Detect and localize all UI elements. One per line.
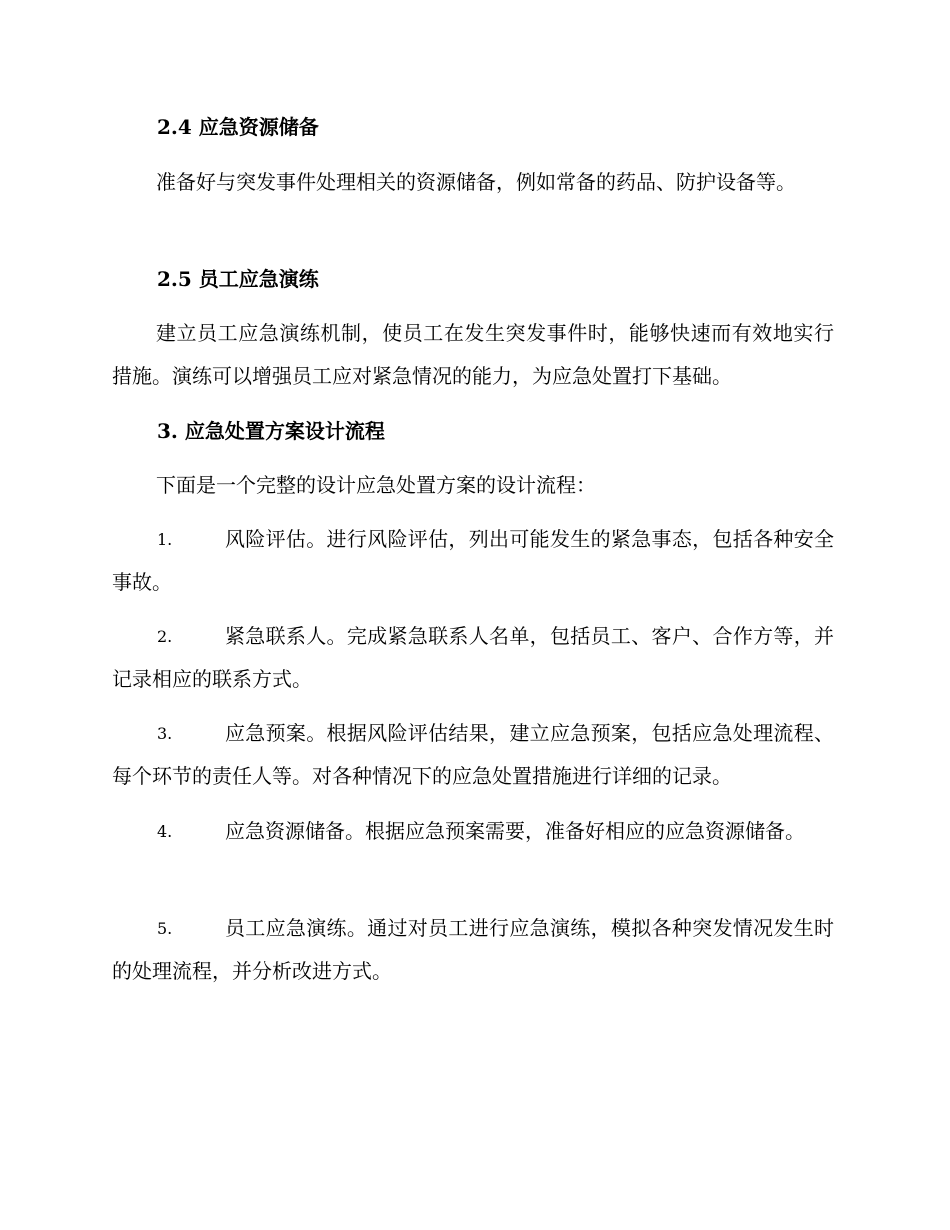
section-intro-3: 下面是一个完整的设计应急处置方案的设计流程：: [156, 473, 596, 497]
list-item-text: 应急资源储备。根据应急预案需要，准备好相应的应急资源储备。: [225, 819, 805, 843]
list-item-number: 4.: [157, 822, 173, 841]
list-item-text: 风险评估。进行风险评估，列出可能发生的紧急事态，包括各种安全事故。: [112, 527, 834, 594]
section-heading-3: 3. 应急处置方案设计流程: [157, 419, 385, 443]
list-item: [112, 518, 834, 604]
list-item-text: 员工应急演练。通过对员工进行应急演练，模拟各种突发情况发生时的处理流程，并分析改进方式。: [112, 916, 834, 983]
section-paragraph-2-5: 建立员工应急演练机制，使员工在发生突发事件时，能够快速而有效地实行措施。演练可以增强员工应对紧急情况的能力，为应急处置打下基础。: [112, 321, 834, 388]
list-item: [112, 810, 834, 853]
list-item: [112, 615, 834, 701]
section-paragraph-2-4: 准备好与突发事件处理相关的资源储备，例如常备的药品、防护设备等。: [156, 170, 796, 194]
list-item: [112, 907, 834, 993]
list-item-number: 3.: [157, 724, 173, 743]
section-heading-2-4: 2.4 应急资源储备: [157, 115, 319, 139]
list-item-number: 2.: [157, 627, 173, 646]
list-item-number: 5.: [157, 919, 173, 938]
list-item: [112, 712, 834, 798]
section-heading-2-5: 2.5 员工应急演练: [157, 267, 319, 291]
list-item-number: 1.: [157, 530, 173, 549]
list-item-text: 应急预案。根据风险评估结果，建立应急预案，包括应急处理流程、每个环节的责任人等。对各种情况下的应急处置措施进行详细的记录。: [112, 721, 834, 788]
list-item-text: 紧急联系人。完成紧急联系人名单，包括员工、客户、合作方等，并记录相应的联系方式。: [112, 624, 834, 691]
